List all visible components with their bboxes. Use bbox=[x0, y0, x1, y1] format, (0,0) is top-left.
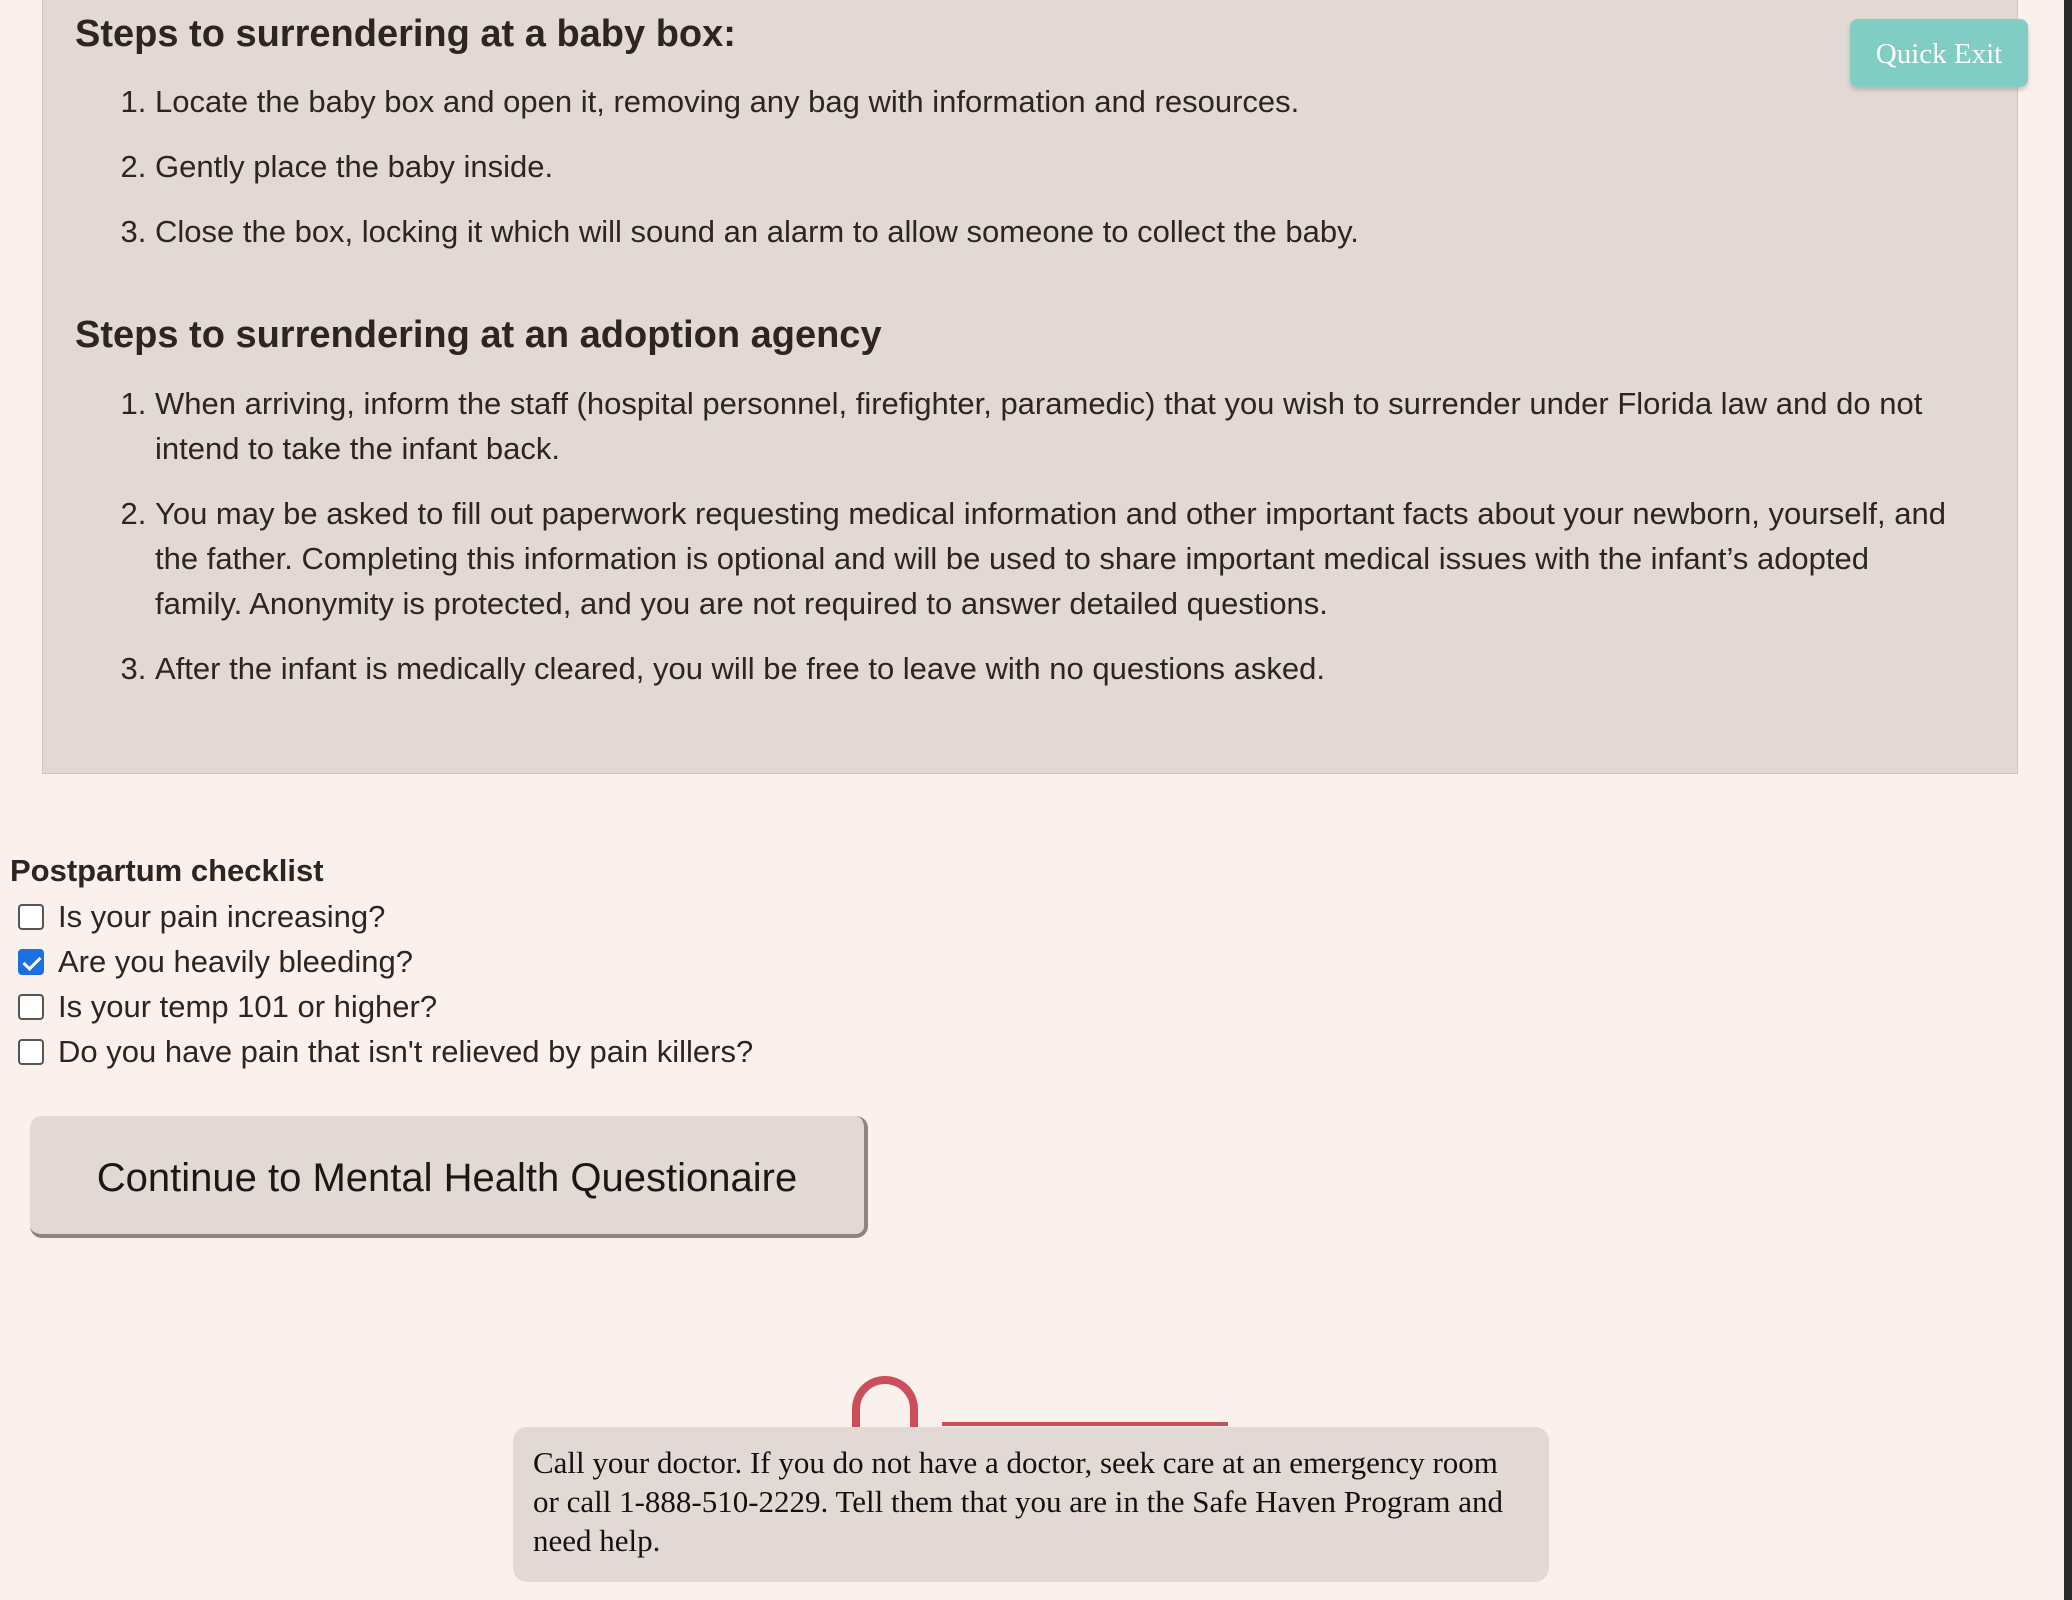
adoption-agency-steps bbox=[75, 381, 1955, 711]
list-item: 1. When arriving, inform the staff (hospital personnel, firefighter, paramedic) that you wish to surrender under Florida law and do not intend to take the infant back. bbox=[155, 381, 1955, 471]
checklist-item-label: Is your temp 101 or higher? bbox=[58, 988, 438, 1024]
list-item: 3. Close the box, locking it which will sound an alarm to allow someone to collect the baby. bbox=[155, 209, 1955, 254]
checklist-item-unrelieved-pain[interactable] bbox=[10, 1029, 910, 1074]
checklist-title: Postpartum checklist bbox=[10, 853, 324, 888]
baby-box-steps bbox=[75, 79, 1955, 274]
checklist-item-pain-increasing[interactable] bbox=[10, 894, 910, 939]
decorative-bar bbox=[942, 1422, 1228, 1426]
adoption-agency-heading: Steps to surrendering at an adoption agency bbox=[75, 314, 882, 356]
list-item: 2. You may be asked to fill out paperwork requesting medical information and other important facts about your newborn, yourself, and the father. Completing this information is optional and will be used to share important medical issues with the infant’s adopted family. Anonymity is protected, and you are not required to answer detailed questions. bbox=[155, 491, 1955, 626]
checklist-item-heavy-bleeding[interactable] bbox=[10, 939, 910, 984]
list-item: 3. After the infant is medically cleared, you will be free to leave with no questions asked. bbox=[155, 646, 1955, 691]
continue-to-questionnaire-button[interactable]: Continue to Mental Health Questionaire bbox=[30, 1116, 868, 1238]
checkbox[interactable] bbox=[18, 994, 44, 1020]
checkbox[interactable] bbox=[18, 949, 44, 975]
checkbox[interactable] bbox=[18, 1039, 44, 1065]
checklist-item-label: Are you heavily bleeding? bbox=[58, 943, 414, 979]
window-edge bbox=[2064, 0, 2072, 1600]
checklist-item-label: Is your pain increasing? bbox=[58, 898, 386, 934]
list-item: 1. Locate the baby box and open it, removing any bag with information and resources. bbox=[155, 79, 1955, 124]
checkbox[interactable] bbox=[18, 904, 44, 930]
postpartum-checklist bbox=[10, 848, 910, 1074]
checklist-item-label: Do you have pain that isn't relieved by pain killers? bbox=[58, 1033, 754, 1069]
list-item: 2. Gently place the baby inside. bbox=[155, 144, 1955, 189]
quick-exit-button[interactable]: Quick Exit bbox=[1850, 19, 2028, 87]
surrender-steps-panel bbox=[42, 0, 2018, 774]
help-tooltip: Call your doctor. If you do not have a doctor, seek care at an emergency room or call 1-888-510-2229. Tell them that you are in the Safe Haven Program and need help. bbox=[513, 1427, 1549, 1582]
checklist-item-high-temp[interactable] bbox=[10, 984, 910, 1029]
baby-box-heading: Steps to surrendering at a baby box: bbox=[75, 13, 736, 55]
